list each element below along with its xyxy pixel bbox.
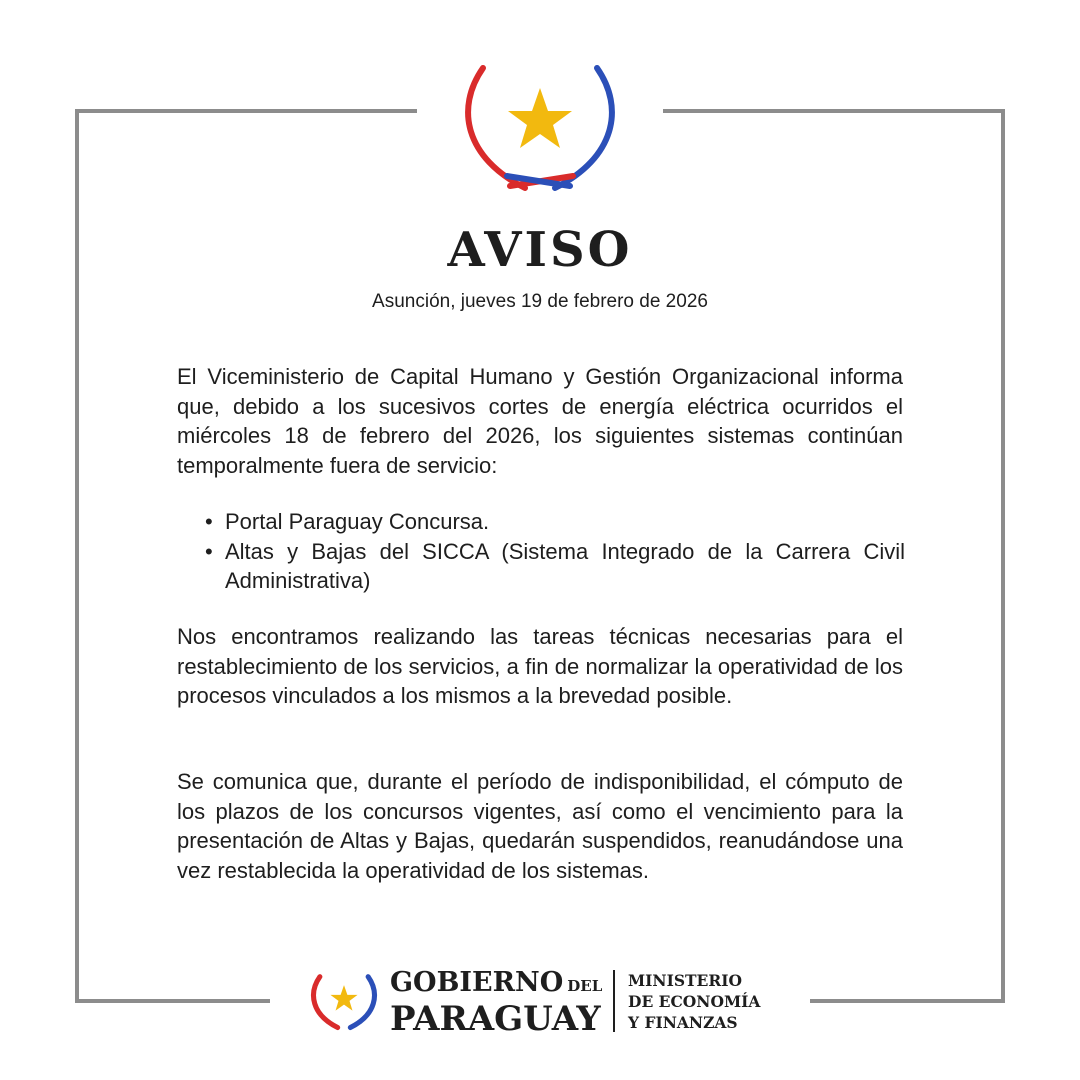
gov-name-del: DEL <box>567 977 603 995</box>
frame-top-right <box>663 109 1005 113</box>
list-item <box>205 507 905 537</box>
paraguay-crest-icon <box>455 48 625 198</box>
gov-name-line1: GOBIERNO <box>390 967 564 998</box>
ministry-line: Y FINANZAS <box>628 1013 738 1032</box>
paraguay-crest-icon <box>308 967 380 1033</box>
ministry-line: DE ECONOMÍA <box>628 992 761 1011</box>
system-name: Altas y Bajas del SICCA (Sistema Integrado de la Carrera Civil Administrativa) <box>225 538 905 593</box>
gov-name-line2: PARAGUAY <box>390 999 601 1039</box>
frame-top-left <box>75 109 417 113</box>
ministry-name <box>628 970 760 1033</box>
bullet-icon: • <box>205 509 213 534</box>
notice-title: AVISO <box>447 222 633 278</box>
paragraph-suspension: Se comunica que, durante el período de indisponibilidad, el cómputo de los plazos de los concursos vigentes, así como el vencimiento para la presentación de Altas y Bajas, quedarán suspendidos, reanudándose una vez restablecida la operatividad de los sistemas. <box>177 769 903 883</box>
frame-bottom-left <box>75 999 270 1003</box>
paragraph-restoration: Nos encontramos realizando las tareas técnicas necesarias para el restablecimiento de los servicios, a fin de normalizar la operatividad de los procesos vinculados a los mismos a la brevedad posible. <box>177 624 903 708</box>
bullet-icon: • <box>205 538 213 564</box>
ministry-line: MINISTERIO <box>628 971 743 990</box>
footer-divider <box>613 970 615 1032</box>
government-logo-text <box>390 967 603 1039</box>
system-name: Portal Paraguay Concursa. <box>225 509 490 534</box>
notice-date: Asunción, jueves 19 de febrero de 2026 <box>372 291 708 312</box>
frame-bottom-right <box>810 999 1005 1003</box>
intro-paragraph: El Viceministerio de Capital Humano y Gestión Organizacional informa que, debido a los sucesivos cortes de energía eléctrica ocurridos el miércoles 18 de febrero del 2026, los siguientes sistemas continúan temporalmente fuera de servicio: <box>177 364 903 478</box>
list-item <box>205 537 905 596</box>
affected-systems-list <box>205 507 905 596</box>
